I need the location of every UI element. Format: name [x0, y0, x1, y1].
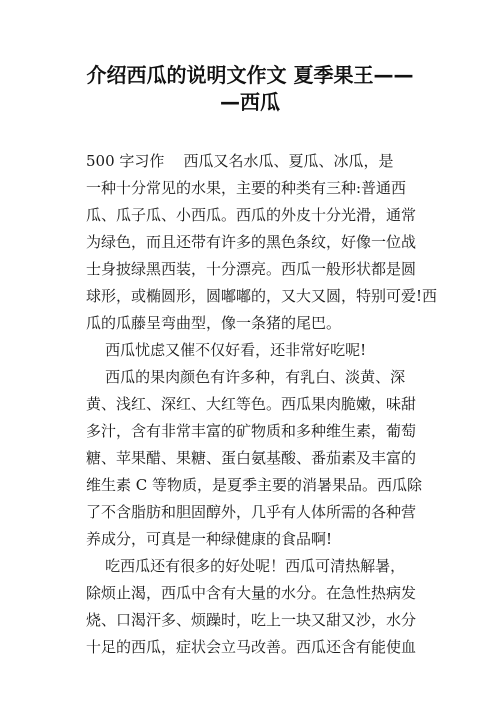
- body-text-line: 烧、口渴汗多、烦躁时，吃上一块又甜又沙，水分: [86, 611, 417, 629]
- document-title-line-1: 介绍西瓜的说明文作文 夏季果王——: [86, 63, 414, 87]
- body-text-line: 糖、苹果醋、果糖、蛋白氨基酸、番茄素及丰富的: [86, 449, 417, 467]
- body-text-line: 维生素 C 等物质，是夏季主要的消暑果品。西瓜除: [86, 476, 423, 494]
- body-text-line: 西瓜的果肉颜色有许多种，有乳白、淡黄、深: [86, 368, 406, 386]
- body-text-line: 十足的西瓜，症状会立马改善。西瓜还含有能使血: [86, 638, 417, 656]
- body-text-line: 士身披绿黑西装，十分漂亮。西瓜一般形状都是圆: [86, 260, 417, 278]
- body-text-line: 球形，或椭圆形，圆嘟嘟的，又大又圆，特别可爱!西: [86, 287, 438, 305]
- body-text-line: 西瓜忧虑又催不仅好看，还非常好吃呢!: [86, 341, 367, 359]
- document-title-line-2: —西瓜: [220, 90, 280, 114]
- body-text-line: 除烦止渴，西瓜中含有大量的水分。在急性热病发: [86, 584, 417, 602]
- body-text-line: 了不含脂肪和胆固醇外，几乎有人体所需的各种营: [86, 503, 417, 521]
- body-text-line: 吃西瓜还有很多的好处呢！西瓜可清热解暑，: [86, 557, 406, 575]
- body-text-line: 黄、浅红、深红、大红等色。西瓜果肉脆嫩，味甜: [86, 395, 417, 413]
- body-text-line: 瓜、瓜子瓜、小西瓜。西瓜的外皮十分光滑，通常: [86, 206, 417, 224]
- body-text-line: 为绿色，而且还带有许多的黑色条纹，好像一位战: [86, 233, 417, 251]
- body-text-line: 500 字习作 西瓜又名水瓜、夏瓜、冰瓜，是: [86, 152, 394, 170]
- body-text-line: 养成分，可真是一种绿健康的食品啊!: [86, 530, 333, 548]
- body-text-line: 瓜的瓜藤呈弯曲型，像一条猪的尾巴。: [86, 314, 342, 332]
- body-text-line: 一种十分常见的水果，主要的种类有三种:普通西: [86, 179, 407, 197]
- body-text-line: 多汁，含有非常丰富的矿物质和多种维生素，葡萄: [86, 422, 417, 440]
